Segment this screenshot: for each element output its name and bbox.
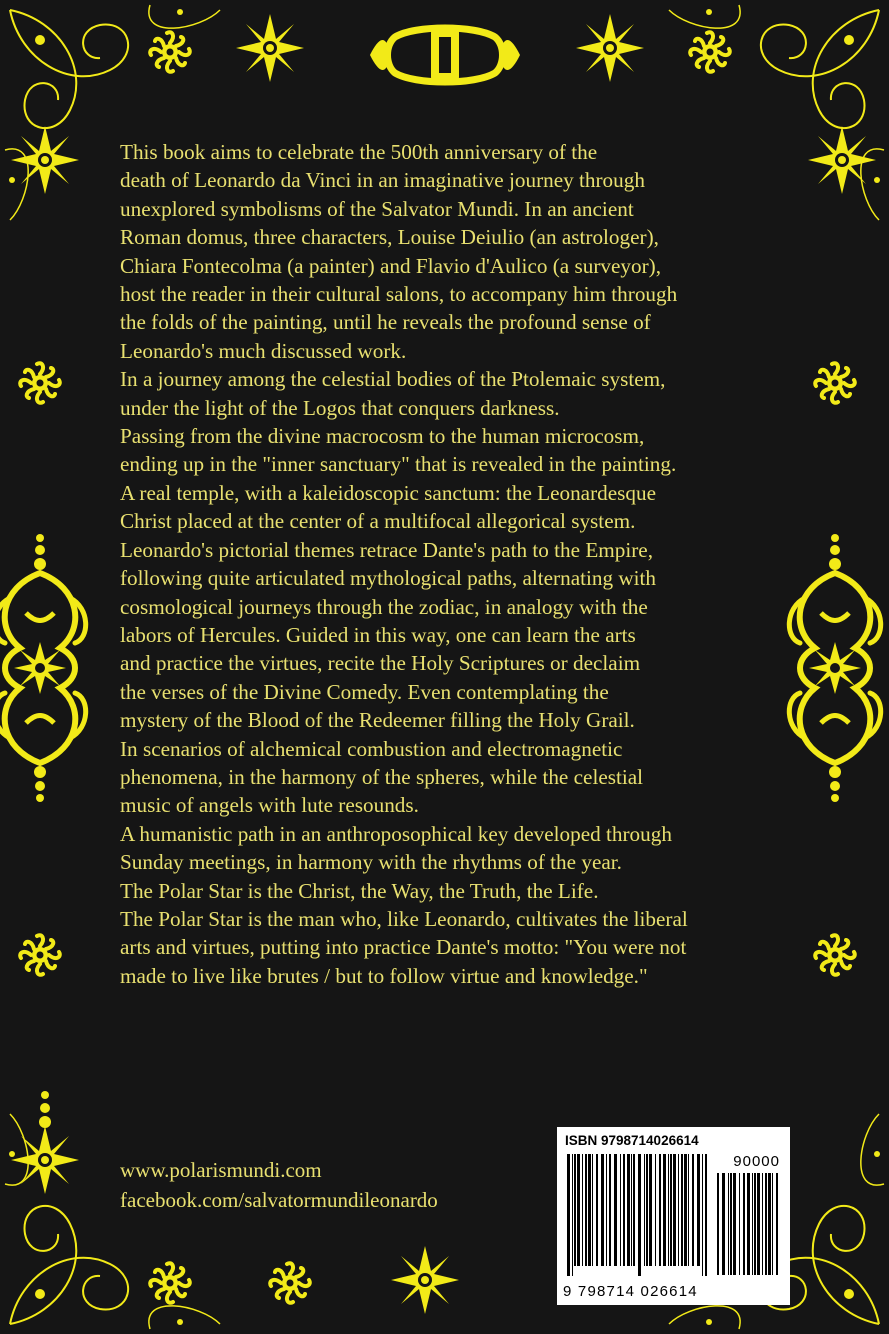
barcode-bars-main: [567, 1154, 709, 1276]
sun-ornament: [270, 1263, 310, 1303]
blurb-line: the verses of the Divine Comedy. Even contemplating the: [120, 679, 609, 704]
barcode-bar: [768, 1173, 771, 1275]
barcode-bar: [588, 1154, 591, 1266]
sun-ornament: [20, 935, 60, 975]
back-cover-blurb: [120, 138, 780, 990]
barcode-bar: [668, 1154, 669, 1266]
barcode-bar: [623, 1154, 625, 1266]
blurb-line: phenomena, in the harmony of the spheres, while the celestial: [120, 764, 644, 789]
barcode-bar: [638, 1154, 641, 1276]
barcode-bar: [582, 1154, 583, 1266]
isbn-label: ISBN 9798714026614: [565, 1133, 699, 1148]
barcode-bar: [776, 1173, 778, 1275]
blurb-line: A real temple, with a kaleidoscopic sanctum: the Leonardesque: [120, 480, 656, 505]
blurb-line: made to live like brutes / but to follow virtue and knowledge.": [120, 963, 648, 988]
blurb-line: Leonardo's pictorial themes retrace Dante's path to the Empire,: [120, 537, 653, 562]
star-ornament: [11, 1126, 79, 1194]
barcode-bar: [688, 1154, 689, 1266]
barcode-bar: [585, 1154, 587, 1266]
facebook-link[interactable]: facebook.com/salvatormundileonardo: [120, 1188, 438, 1212]
blurb-line: and practice the virtues, recite the Holy Scriptures or declaim: [120, 651, 641, 676]
blurb-line: arts and virtues, putting into practice Dante's motto: "You were not: [120, 935, 687, 960]
barcode-bar: [663, 1154, 666, 1266]
star-ornament: [11, 126, 79, 194]
blurb-line: Chiara Fontecolma (a painter) and Flavio d'Aulico (a surveyor),: [120, 253, 661, 278]
barcode-bar: [752, 1173, 753, 1275]
blurb-line: A humanistic path in an anthroposophical key developed through: [120, 821, 672, 846]
corner-flourish-bottom-left: [5, 1114, 220, 1329]
barcode-bar: [673, 1154, 676, 1266]
barcode-bar: [772, 1173, 773, 1275]
star-ornament: [236, 14, 304, 82]
blurb-line: the folds of the painting, until he reveals the profound sense of: [120, 310, 651, 335]
barcode-bar: [614, 1154, 617, 1266]
barcode-bar: [646, 1154, 648, 1266]
barcode-bar: [678, 1154, 679, 1266]
star-ornament: [576, 14, 644, 82]
barcode-bar: [739, 1173, 740, 1275]
sun-ornament: [815, 935, 855, 975]
barcode-bar: [609, 1154, 611, 1266]
barcode-bar: [717, 1173, 719, 1275]
barcode-bar: [684, 1154, 687, 1266]
website-link[interactable]: www.polarismundi.com: [120, 1158, 322, 1182]
barcode-bar: [681, 1154, 683, 1266]
barcode-bar: [757, 1173, 760, 1275]
side-medallion-left: [0, 534, 86, 802]
sun-ornament: [150, 1263, 190, 1303]
sun-ornament: [20, 363, 60, 403]
blurb-line: Leonardo's much discussed work.: [120, 338, 407, 363]
blurb-line: ending up in the "inner sanctuary" that is revealed in the painting.: [120, 452, 677, 477]
barcode-bar: [567, 1154, 570, 1276]
barcode-bar: [743, 1173, 745, 1275]
blurb-line: cosmological journeys through the zodiac, in analogy with the: [120, 594, 648, 619]
barcode-bar: [631, 1154, 632, 1266]
barcode-bar: [692, 1154, 694, 1266]
blurb-line: unexplored symbolisms of the Salvator Mundi. In an ancient: [120, 196, 634, 221]
barcode-bar: [606, 1154, 607, 1266]
side-medallion-right: [789, 534, 880, 802]
blurb-line: In scenarios of alchemical combustion and electromagnetic: [120, 736, 623, 761]
barcode-bar: [620, 1154, 621, 1266]
barcode-bar: [592, 1154, 593, 1266]
barcode-bar: [601, 1154, 604, 1266]
sun-ornament: [690, 32, 730, 72]
barcode-bar: [730, 1173, 732, 1275]
blurb-line: The Polar Star is the Christ, the Way, the Truth, the Life.: [120, 878, 599, 903]
star-ornament: [808, 126, 876, 194]
barcode-bar: [722, 1173, 725, 1275]
barcode-bar: [728, 1173, 729, 1275]
barcode-bar: [705, 1154, 707, 1276]
barcode-bar: [574, 1154, 576, 1266]
barcode-bar: [747, 1173, 750, 1275]
blurb-line: Roman domus, three characters, Louise Deiulio (an astrologer),: [120, 225, 659, 250]
blurb-line: The Polar Star is the man who, like Leonardo, cultivates the liberal: [120, 906, 688, 931]
barcode-bar: [577, 1154, 580, 1266]
blurb-line: under the light of the Logos that conquers darkness.: [120, 395, 560, 420]
barcode-bar: [644, 1154, 645, 1266]
barcode-bar: [659, 1154, 661, 1266]
barcode-bar: [762, 1173, 763, 1275]
barcode-bar: [702, 1154, 703, 1276]
blurb-line: music of angels with lute resounds.: [120, 793, 419, 818]
barcode-bar: [572, 1154, 573, 1276]
barcode-bar: [655, 1154, 656, 1266]
blurb-line: Sunday meetings, in harmony with the rhythms of the year.: [120, 850, 622, 875]
barcode-bar: [670, 1154, 672, 1266]
top-center-medallion: [370, 27, 520, 83]
barcode-bar: [649, 1154, 652, 1266]
barcode-bar: [633, 1154, 635, 1266]
blurb-line: Passing from the divine macrocosm to the human microcosm,: [120, 424, 645, 449]
blurb-line: In a journey among the celestial bodies of the Ptolemaic system,: [120, 367, 666, 392]
blurb-line: labors of Hercules. Guided in this way, one can learn the arts: [120, 622, 636, 647]
sun-ornament: [815, 363, 855, 403]
blurb-line: host the reader in their cultural salons, to accompany him through: [120, 282, 678, 307]
blurb-line: Christ placed at the center of a multifocal allegorical system.: [120, 509, 636, 534]
blurb-line: This book aims to celebrate the 500th anniversary of the: [120, 140, 598, 164]
sun-ornament: [150, 32, 190, 72]
barcode-price-code: 90000: [733, 1153, 780, 1170]
barcode-bar: [697, 1154, 700, 1266]
isbn-barcode: [557, 1127, 790, 1305]
blurb-line: death of Leonardo da Vinci in an imaginative journey through: [120, 168, 645, 193]
barcode-bar: [733, 1173, 736, 1275]
blurb-line: following quite articulated mythological paths, alternating with: [120, 566, 657, 591]
barcode-bar: [627, 1154, 630, 1266]
barcode-bar: [596, 1154, 598, 1266]
star-ornament: [391, 1246, 459, 1314]
barcode-bar: [754, 1173, 756, 1275]
blurb-line: mystery of the Blood of the Redeemer filling the Holy Grail.: [120, 708, 635, 733]
barcode-bars-addon: [717, 1173, 779, 1275]
links-block: [120, 1155, 438, 1215]
barcode-bar: [765, 1173, 767, 1275]
barcode-digits: 9 798714 026614: [563, 1283, 698, 1300]
